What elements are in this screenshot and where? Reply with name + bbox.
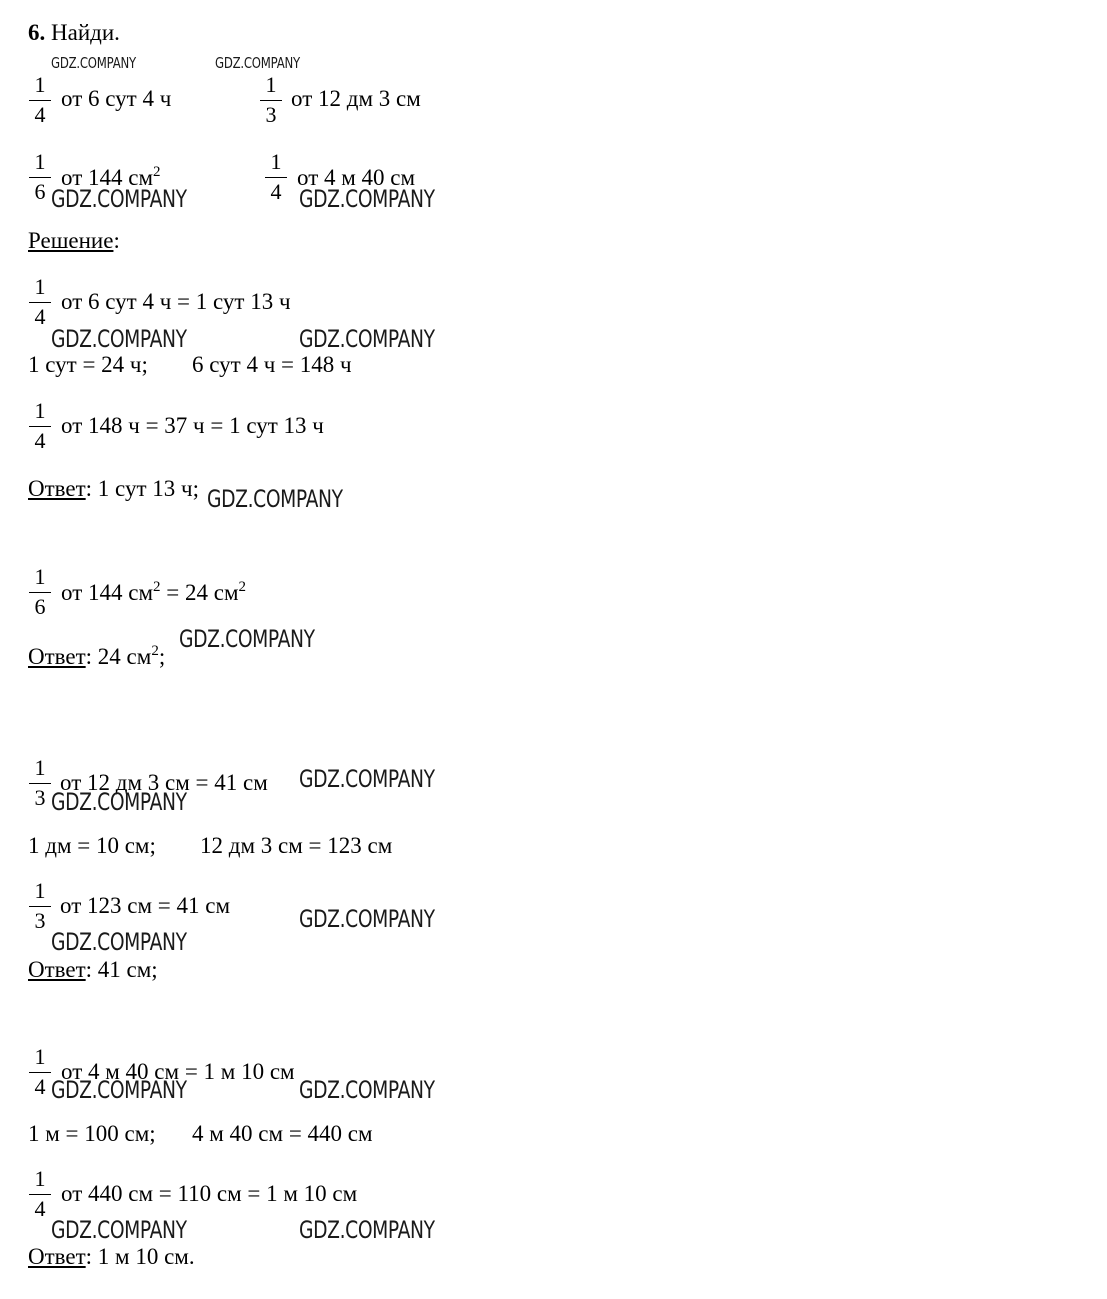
solution-3-conversion-a: 1 дм = 10 см;	[28, 833, 156, 858]
task-item-4-fraction: 1 4	[265, 151, 287, 203]
solution-4-equation-2: от 440 см = 110 см = 1 м 10 см	[61, 1181, 358, 1206]
solution-4-conversion-b: 4 м 40 см = 440 см	[192, 1121, 373, 1146]
solution-1-equation-1: от 6 сут 4 ч = 1 сут 13 ч	[61, 289, 291, 314]
task-title: Найди.	[51, 20, 120, 45]
solution-1-fraction-2: 1 4	[29, 400, 51, 452]
watermark: GDZ.COMPANY	[299, 905, 435, 933]
solution-2-equation-1: от 144 $см^2 = 24$ $см^2$	[61, 579, 246, 605]
solution-1-fraction-1: 1 4	[29, 276, 51, 328]
solution-1-equation-2: от 148 ч = 37 ч = 1 сут 13 ч	[61, 413, 324, 438]
solution-2-answer: Ответ: 24 $см^2$;	[28, 643, 166, 669]
watermark: GDZ.COMPANY	[207, 485, 343, 513]
watermark: GDZ.COMPANY	[51, 185, 187, 213]
watermark: GDZ.COMPANY	[299, 185, 435, 213]
task-heading	[28, 21, 120, 44]
solution-4-answer: Ответ: 1 м 10 см.	[28, 1244, 195, 1269]
watermark: GDZ.COMPANY	[215, 54, 300, 72]
solution-3-equation-2: от 123 см = 41 см	[60, 893, 230, 918]
task-item-2-text: от 12 дм 3 см	[291, 86, 421, 111]
watermark: GDZ.COMPANY	[299, 1076, 435, 1104]
watermark: GDZ.COMPANY	[179, 625, 315, 653]
solution-3-fraction-2: 1 3	[29, 880, 51, 932]
watermark: GDZ.COMPANY	[51, 788, 187, 816]
watermark: GDZ.COMPANY	[299, 325, 435, 353]
solution-3-equation-1: от 12 дм 3 см = 41 см	[60, 770, 268, 795]
watermark: GDZ.COMPANY	[51, 1076, 187, 1104]
task-item-2-fraction: 1 3	[260, 74, 282, 126]
solution-3-answer: Ответ: 41 см;	[28, 957, 158, 982]
solution-3-conversion-b: 12 дм 3 см = 123 см	[200, 833, 393, 858]
watermark: GDZ.COMPANY	[299, 1216, 435, 1244]
watermark: GDZ.COMPANY	[51, 928, 187, 956]
solution-2-fraction-1: 1 6	[29, 566, 51, 618]
watermark: GDZ.COMPANY	[51, 1216, 187, 1244]
task-item-1-fraction: 1 4	[29, 74, 51, 126]
task-item-1-text: от 6 сут 4 ч	[61, 86, 172, 111]
solution-heading: Решение:	[28, 228, 120, 253]
task-number: 6.	[28, 20, 46, 45]
task-item-4-text: от 4 м 40 см	[297, 165, 416, 190]
solution-4-fraction-1: 1 4	[29, 1046, 51, 1098]
watermark: GDZ.COMPANY	[51, 325, 187, 353]
watermark: GDZ.COMPANY	[299, 765, 435, 793]
solution-4-fraction-2: 1 4	[29, 1168, 51, 1220]
solution-1-conversion-a: 1 сут = 24 ч;	[28, 352, 148, 377]
task-item-3-text: от 144 $см^2$	[61, 164, 161, 190]
solution-4-conversion-a: 1 м = 100 см;	[28, 1121, 156, 1146]
watermark: GDZ.COMPANY	[51, 54, 136, 72]
solution-4-equation-1: от 4 м 40 см = 1 м 10 см	[61, 1059, 295, 1084]
solution-1-answer: Ответ: 1 сут 13 ч;	[28, 476, 199, 501]
task-item-3-fraction: 1 6	[29, 151, 51, 203]
solution-1-conversion-b: 6 сут 4 ч = 148 ч	[192, 352, 352, 377]
solution-3-fraction-1: 1 3	[29, 757, 51, 809]
